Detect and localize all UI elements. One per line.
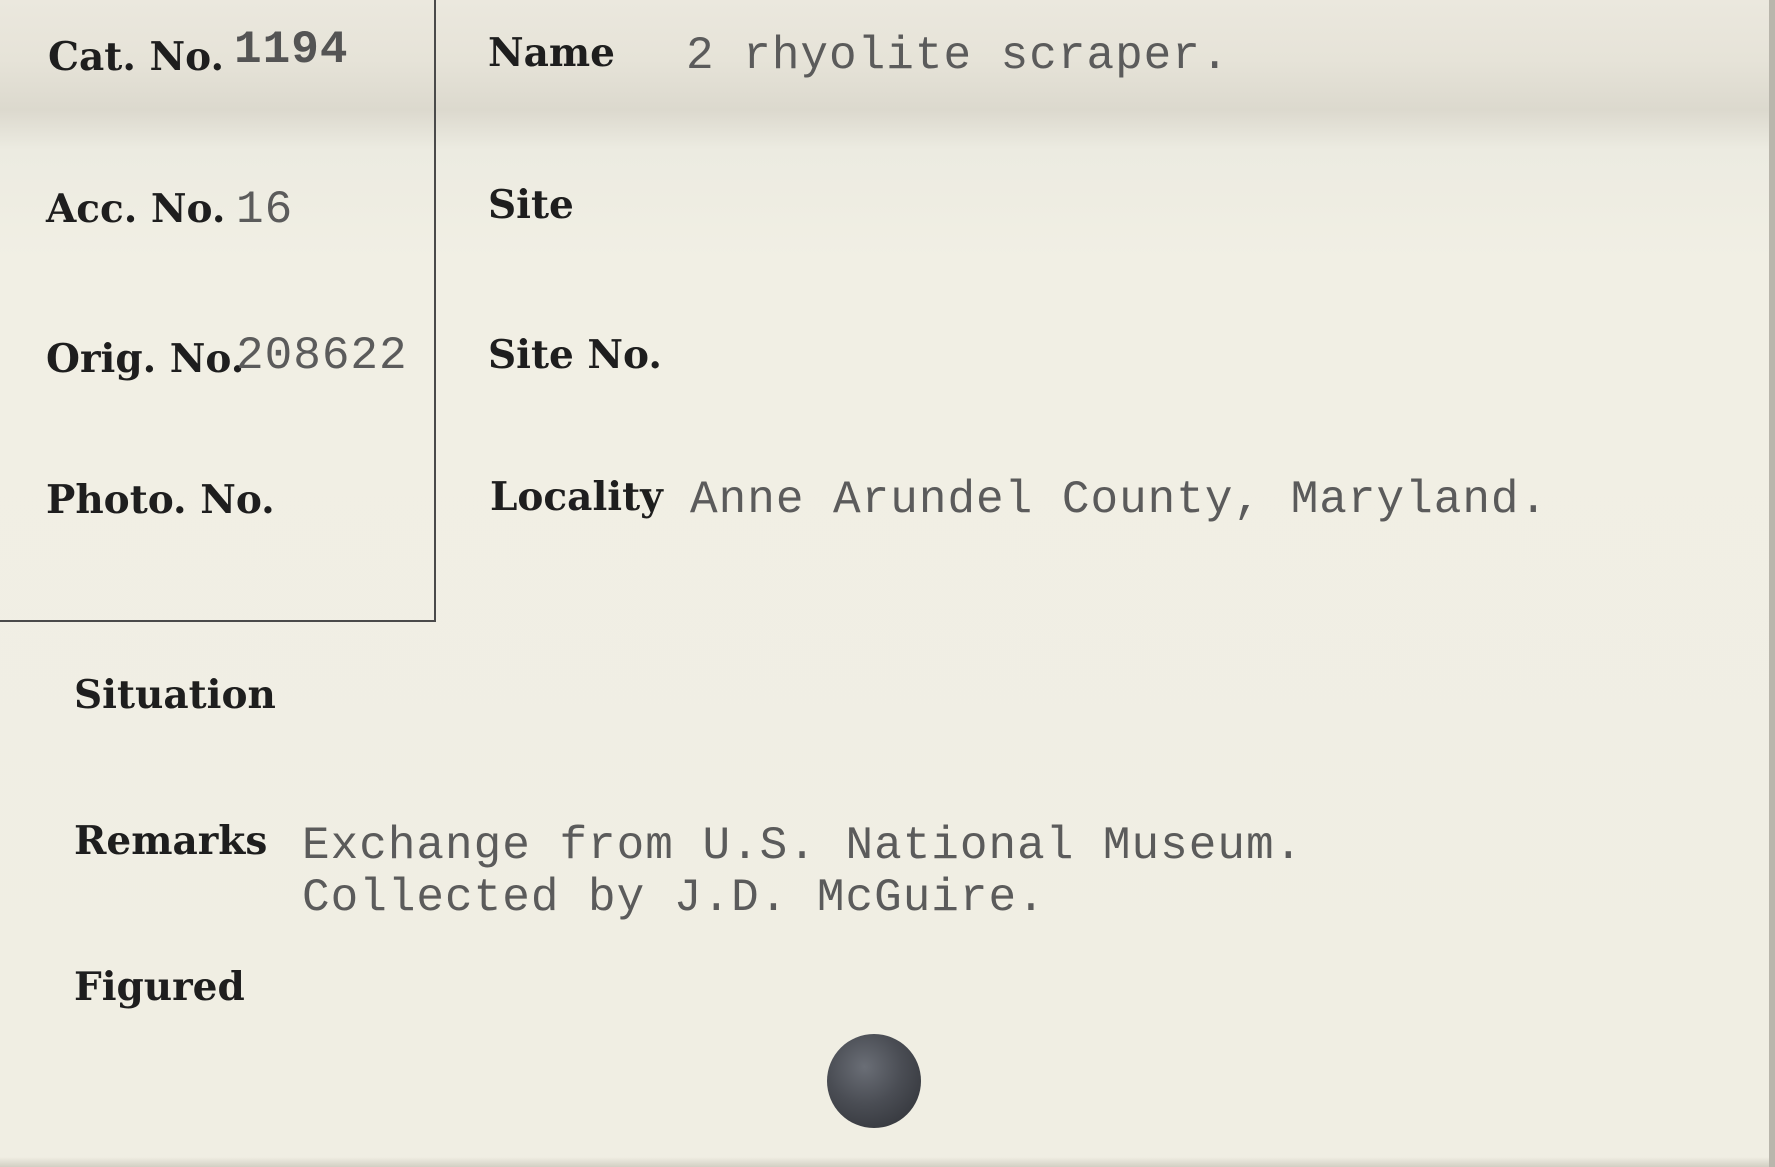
- situation-label: Situation: [74, 672, 276, 718]
- id-number-box: [0, 0, 436, 622]
- acc-no-value: 16: [236, 184, 294, 236]
- cat-no-label: Cat. No.: [48, 34, 225, 80]
- locality-label: Locality: [490, 474, 663, 520]
- site-no-label: Site No.: [488, 332, 662, 378]
- punch-hole-icon: [827, 1034, 921, 1128]
- card-bottom-edge: [0, 1157, 1775, 1167]
- name-label: Name: [488, 30, 615, 76]
- remarks-line-2: Collected by J.D. McGuire.: [302, 872, 1046, 924]
- remarks-label: Remarks: [74, 818, 268, 864]
- locality-value: Anne Arundel County, Maryland.: [690, 474, 1549, 526]
- figured-label: Figured: [74, 964, 245, 1010]
- remarks-text: [302, 820, 1303, 924]
- remarks-line-1: Exchange from U.S. National Museum.: [302, 820, 1304, 872]
- photo-no-label: Photo. No.: [46, 477, 275, 523]
- name-value: 2 rhyolite scraper.: [686, 30, 1230, 82]
- cat-no-value: 1194: [234, 24, 349, 76]
- site-label: Site: [488, 182, 574, 228]
- orig-no-label: Orig. No.: [46, 336, 245, 382]
- orig-no-value: 208622: [236, 330, 408, 382]
- acc-no-label: Acc. No.: [46, 186, 226, 232]
